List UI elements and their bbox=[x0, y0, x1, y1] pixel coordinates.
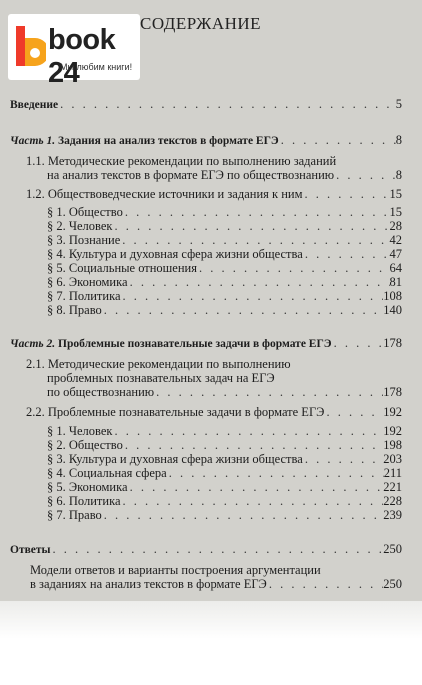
toc-page-number: 221 bbox=[383, 480, 402, 494]
toc-page-number: 42 bbox=[389, 233, 402, 247]
toc-page-number: 64 bbox=[389, 261, 402, 275]
toc-page-number: 228 bbox=[383, 494, 402, 508]
toc-entry-2-1-line1: 2.1. Методические рекомендации по выполнению bbox=[26, 357, 291, 371]
toc-entry-part1[interactable] bbox=[10, 133, 402, 148]
toc-entry-label: в заданиях на анализ текстов в формате ЕГЭ bbox=[30, 577, 267, 591]
toc-entry-label: § 1. Общество bbox=[47, 205, 123, 219]
toc-entry-label: § 4. Культура и духовная сфера жизни общества bbox=[47, 247, 303, 261]
toc-entry-part1-item-5[interactable] bbox=[47, 261, 402, 275]
dot-leader bbox=[167, 466, 384, 480]
toc-entry-part1-item-1[interactable] bbox=[47, 205, 402, 219]
toc-entry-label: на анализ текстов в формате ЕГЭ по обществознанию bbox=[47, 168, 335, 182]
toc-page-number: 5 bbox=[395, 97, 402, 111]
toc-entry-label: § 3. Познание bbox=[47, 233, 121, 247]
toc-entry-2-1-line2: проблемных познавательных задач на ЕГЭ bbox=[47, 371, 275, 385]
toc-page-number: 178 bbox=[383, 385, 402, 399]
part-prefix: Часть 2. bbox=[10, 338, 56, 350]
dot-leader bbox=[332, 336, 384, 350]
toc-entry-part2-item-4[interactable] bbox=[47, 466, 402, 480]
toc-entry-label: § 1. Человек bbox=[47, 424, 113, 438]
toc-entry-label: § 2. Человек bbox=[47, 219, 113, 233]
toc-entry-1-1[interactable] bbox=[47, 168, 402, 182]
toc-entry-label: § 4. Социальная сфера bbox=[47, 466, 167, 480]
dot-leader bbox=[121, 289, 384, 303]
toc-entry-label: § 7. Политика bbox=[47, 289, 121, 303]
dot-leader bbox=[123, 438, 383, 452]
toc-page-number: 81 bbox=[389, 275, 402, 289]
toc-entry-answers[interactable] bbox=[10, 542, 402, 557]
toc-page-number: 250 bbox=[383, 577, 402, 591]
toc-page-number: 8 bbox=[395, 168, 402, 182]
toc-entry-label: § 5. Социальные отношения bbox=[47, 261, 197, 275]
dot-leader bbox=[121, 494, 384, 508]
toc-entry-label: § 7. Право bbox=[47, 508, 102, 522]
toc-entry-label: Ответы bbox=[10, 544, 51, 556]
logo-tagline: Мы любим книги! bbox=[60, 62, 133, 72]
dot-leader bbox=[113, 219, 390, 233]
toc-entry-part2-item-2[interactable] bbox=[47, 438, 402, 452]
dot-leader bbox=[279, 133, 396, 147]
toc-entry-part2-item-7[interactable] bbox=[47, 508, 402, 522]
toc-page-number: 250 bbox=[383, 542, 402, 556]
toc-entry-part2-item-6[interactable] bbox=[47, 494, 402, 508]
toc-page-number: 239 bbox=[383, 508, 402, 522]
toc-entry-label: § 2. Общество bbox=[47, 438, 123, 452]
toc-page-number: 198 bbox=[383, 438, 402, 452]
toc-page-number: 15 bbox=[389, 205, 402, 219]
toc-entry-label: § 6. Экономика bbox=[47, 275, 128, 289]
dot-leader bbox=[113, 424, 384, 438]
toc-entry-models[interactable] bbox=[30, 577, 402, 591]
toc-entry-part2-item-1[interactable] bbox=[47, 424, 402, 438]
dot-leader bbox=[58, 97, 396, 111]
dot-leader bbox=[123, 205, 390, 219]
toc-entry-part1-item-6[interactable] bbox=[47, 275, 402, 289]
toc-entry-label: Проблемные познавательные задачи в формате ЕГЭ bbox=[58, 338, 332, 350]
toc-page-number: 203 bbox=[383, 452, 402, 466]
toc-entry-2-2[interactable] bbox=[26, 405, 402, 419]
toc-page-number: 211 bbox=[383, 466, 402, 480]
toc-entry-part2-item-5[interactable] bbox=[47, 480, 402, 494]
part-prefix: Часть 1. bbox=[10, 135, 56, 147]
toc-page-number: 192 bbox=[383, 405, 402, 419]
book-logo-icon bbox=[16, 26, 46, 66]
dot-leader bbox=[120, 233, 389, 247]
dot-leader bbox=[102, 508, 383, 522]
dot-leader bbox=[128, 480, 384, 494]
toc-entry-part2-item-3[interactable] bbox=[47, 452, 402, 466]
page-bottom-background bbox=[0, 601, 422, 685]
toc-page-number: 8 bbox=[395, 133, 402, 147]
toc-entry-1-1-line1: 1.1. Методические рекомендации по выполнению заданий bbox=[26, 154, 337, 168]
toc-page-number: 15 bbox=[389, 187, 402, 201]
toc-entry-models-line1: Модели ответов и варианты построения аргументации bbox=[30, 563, 321, 577]
dot-leader bbox=[324, 405, 383, 419]
toc-entry-label: § 8. Право bbox=[47, 303, 102, 317]
dot-leader bbox=[303, 247, 390, 261]
toc-page-number: 192 bbox=[383, 424, 402, 438]
toc-entry-1-2[interactable] bbox=[26, 187, 402, 201]
dot-leader bbox=[303, 187, 390, 201]
dot-leader bbox=[197, 261, 390, 275]
dot-leader bbox=[303, 452, 383, 466]
toc-entry-part1-item-3[interactable] bbox=[47, 233, 402, 247]
toc-entry-label: § 3. Культура и духовная сфера жизни общества bbox=[47, 452, 303, 466]
dot-leader bbox=[334, 168, 396, 182]
toc-entry-label: Задания на анализ текстов в формате ЕГЭ bbox=[58, 135, 279, 147]
toc-page-number: 108 bbox=[383, 289, 402, 303]
dot-leader bbox=[267, 577, 383, 591]
toc-entry-part1-item-8[interactable] bbox=[47, 303, 402, 317]
toc-entry-label: Введение bbox=[10, 99, 59, 111]
dot-leader bbox=[128, 275, 390, 289]
dot-leader bbox=[154, 385, 383, 399]
dot-leader bbox=[51, 542, 384, 556]
toc-entry-label: 2.2. Проблемные познавательные задачи в формате ЕГЭ bbox=[26, 405, 325, 419]
toc-page-number: 47 bbox=[389, 247, 402, 261]
toc-entry-label: 1.2. Обществоведческие источники и задания к ним bbox=[26, 187, 303, 201]
logo-wordmark: book 24 bbox=[48, 24, 116, 89]
toc-page-number: 178 bbox=[383, 336, 402, 350]
dot-leader bbox=[102, 303, 383, 317]
toc-entry-label: § 6. Политика bbox=[47, 494, 121, 508]
toc-entry-part1-item-2[interactable] bbox=[47, 219, 402, 233]
toc-entry-label: § 5. Экономика bbox=[47, 480, 128, 494]
toc-entry-part1-item-7[interactable] bbox=[47, 289, 402, 303]
toc-entry-label: по обществознанию bbox=[47, 385, 155, 399]
page-title: СОДЕРЖАНИЕ bbox=[140, 14, 262, 33]
toc-entry-2-1[interactable] bbox=[47, 385, 402, 399]
toc-page-number: 28 bbox=[389, 219, 402, 233]
toc-entry-part2[interactable] bbox=[10, 336, 402, 351]
book24-logo[interactable] bbox=[8, 14, 140, 89]
toc-entry-intro[interactable] bbox=[10, 97, 402, 112]
toc-entry-part1-item-4[interactable] bbox=[47, 247, 402, 261]
toc-page-number: 140 bbox=[383, 303, 402, 317]
